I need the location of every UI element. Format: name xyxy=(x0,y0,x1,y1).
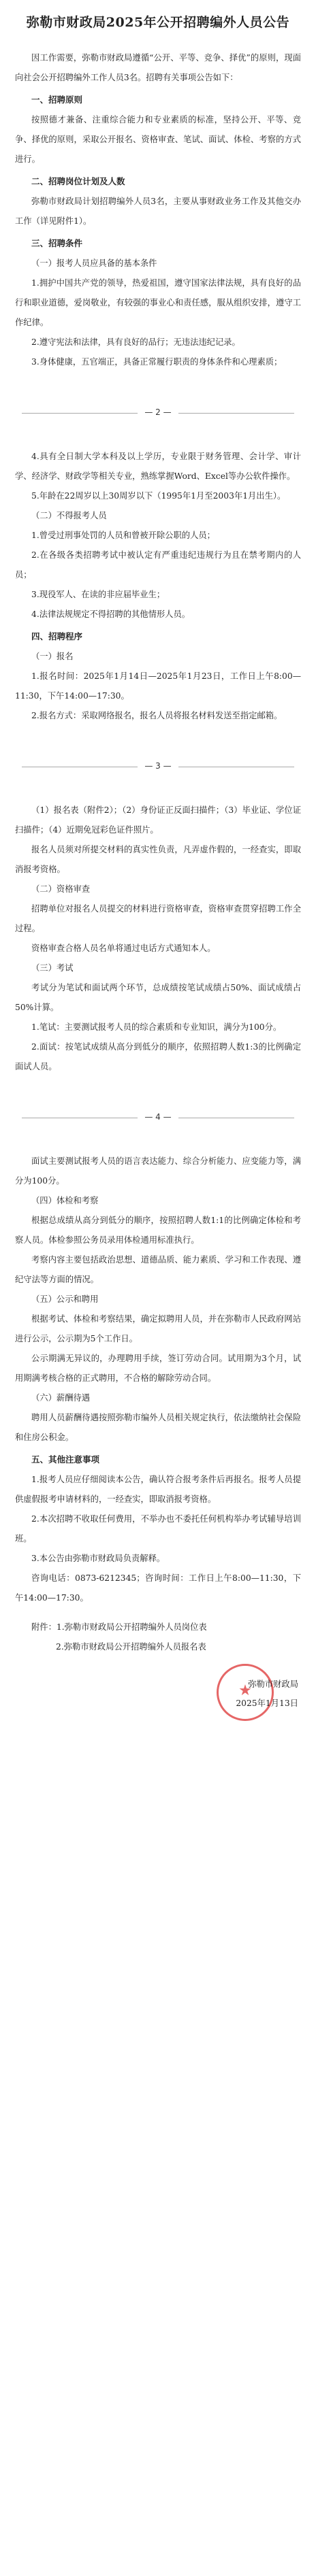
paragraph: 2.面试：按笔试成绩从高分到低分的顺序，依照招聘人数1:3的比例确定面试人员。 xyxy=(15,1042,301,1071)
paragraph: 报名人员须对所提交材料的真实性负责，凡弄虚作假的，一经查实，即取消报考资格。 xyxy=(15,845,301,874)
paragraph: 资格审查合格人员名单将通过电话方式通知本人。 xyxy=(31,943,216,953)
section-heading: 四、招聘程序 xyxy=(31,631,83,641)
paragraph: 4.具有全日制大学本科及以上学历，专业限于财务管理、会计学、审计学、经济学、财政学等相关专业，熟练掌握Word、Excel等办公软件操作。 xyxy=(15,452,301,481)
paragraph: 3.本公告由弥勒市财政局负责解释。 xyxy=(31,1554,165,1563)
issue-date: 2025年1月13日 xyxy=(236,1699,298,1708)
subsection-heading: （一）报考人员应具备的基本条件 xyxy=(31,258,157,268)
attachment-item: 2.弥勒市财政局公开招聘编外人员报名表 xyxy=(56,1642,206,1652)
document-title: 弥勒市财政局2025年公开招聘编外人员公告 xyxy=(26,15,290,30)
paragraph: 1.曾受过刑事处罚的人员和曾被开除公职的人员； xyxy=(31,531,215,540)
paragraph: 按照德才兼备、注重综合能力和专业素质的标准，坚持公开、平等、竞争、择优的原则，采取公开报名、资格审查、笔试、面试、体检、考察的方式进行。 xyxy=(15,115,301,164)
paragraph: 5.年龄在22周岁以上30周岁以下（1995年1月至2003年1月出生）。 xyxy=(31,491,286,501)
section-heading: 一、招聘原则 xyxy=(31,95,83,105)
issuing-organization: 弥勒市财政局 xyxy=(248,1679,298,1689)
page-number: — 4 — xyxy=(144,1112,172,1122)
paragraph: 1.报名时间：2025年1月14日—2025年1月23日，工作日上午8:00—11:30，下午14:00—17:30。 xyxy=(15,671,301,701)
attachment-label: 附件： xyxy=(31,1622,57,1632)
paragraph: 考察内容主要包括政治思想、道德品质、能力素质、学习和工作表现、遵纪守法等方面的情况。 xyxy=(15,1255,301,1284)
paragraph: 4.法律法规规定不得招聘的其他情形人员。 xyxy=(31,609,191,619)
subsection-heading: （四）体检和考察 xyxy=(31,1196,99,1205)
signature-block xyxy=(15,1664,301,1745)
seal-star-icon: ★ xyxy=(238,1682,252,1699)
paragraph: 3.身体健康，五官端正，具备正常履行职责的身体条件和心理素质； xyxy=(31,357,283,367)
paragraph: 2.本次招聘不收取任何费用，不举办也不委托任何机构举办考试辅导培训班。 xyxy=(15,1514,301,1543)
paragraph: 咨询电话：0873-6212345；咨询时间：工作日上午8:00—11:30，下午14:00—17:30。 xyxy=(15,1573,301,1603)
page-break xyxy=(15,1077,301,1152)
paragraph: 2.在各级各类招聘考试中被认定有严重违纪违规行为且在禁考期内的人员； xyxy=(15,550,301,580)
paragraph: 2.报名方式：采取网络报名，报名人员将报名材料发送至指定邮箱。 xyxy=(31,711,283,720)
page-number: — 3 — xyxy=(144,761,172,771)
section-heading: 二、招聘岗位计划及人数 xyxy=(31,176,125,186)
attachments xyxy=(15,1618,301,1657)
section-heading: 三、招聘条件 xyxy=(31,238,83,248)
paragraph: 招聘单位对报名人员提交的材料进行资格审查，资格审查贯穿招聘工作全过程。 xyxy=(15,904,301,933)
paragraph: 面试主要测试报考人员的语言表达能力、综合分析能力、应变能力等，满分为100分。 xyxy=(15,1156,301,1186)
divider xyxy=(178,413,294,414)
subsection-heading: （三）考试 xyxy=(31,963,74,973)
paragraph: 弥勒市财政局计划招聘编外人员3名，主要从事财政业务工作及其他交办工作（详见附件1）。 xyxy=(15,197,301,226)
paragraph: 1.报考人员应仔细阅读本公告，确认符合报考条件后再报名。报考人员提供虚假报考申请材料的，一经查实，即取消报考资格。 xyxy=(15,1475,301,1504)
paragraph: 2.遵守宪法和法律，具有良好的品行；无违法违纪记录。 xyxy=(31,337,240,347)
subsection-heading: （六）薪酬待遇 xyxy=(31,1393,91,1403)
paragraph: 公示期满无异议的，办理聘用手续，签订劳动合同。试用期为3个月，试用期满考核合格的正式聘用，不合格的解除劳动合同。 xyxy=(15,1354,301,1383)
official-seal xyxy=(217,1664,274,1721)
subsection-heading: （二）资格审查 xyxy=(31,884,91,894)
paragraph: 1.笔试：主要测试报考人员的综合素质和专业知识，满分为100分。 xyxy=(31,1022,282,1032)
page-break xyxy=(15,726,301,801)
paragraph: 3.现役军人、在读的非应届毕业生； xyxy=(31,590,165,599)
document-body xyxy=(15,12,301,1745)
subsection-heading: （一）报名 xyxy=(31,652,74,661)
paragraph: 考试分为笔试和面试两个环节，总成绩按笔试成绩占50%、面试成绩占50%计算。 xyxy=(15,983,301,1012)
subsection-heading: （五）公示和聘用 xyxy=(31,1294,99,1304)
paragraph: 聘用人员薪酬待遇按照弥勒市编外人员相关规定执行，依法缴纳社会保险和住房公积金。 xyxy=(15,1413,301,1442)
page-break xyxy=(15,372,301,447)
intro-paragraph: 因工作需要，弥勒市财政局遵循“公开、平等、竞争、择优”的原则，现面向社会公开招聘编外工作人员3名。招聘有关事项公告如下： xyxy=(15,53,301,82)
paragraph: 根据考试、体检和考察结果，确定拟聘用人员，并在弥勒市人民政府网站进行公示，公示期为5个工作日。 xyxy=(15,1314,301,1343)
subsection-heading: （二）不得报考人员 xyxy=(31,511,107,520)
page-number: — 2 — xyxy=(144,407,172,417)
paragraph: 1.拥护中国共产党的领导，热爱祖国，遵守国家法律法规，具有良好的品行和职业道德，爱岗敬业，有较强的事业心和责任感，服从组织安排，遵守工作纪律。 xyxy=(15,278,301,327)
section-heading: 五、其他注意事项 xyxy=(31,1454,100,1465)
attachment-item: 1.弥勒市财政局公开招聘编外人员岗位表 xyxy=(56,1622,207,1632)
paragraph: 根据总成绩从高分到低分的顺序，按照招聘人数1:1的比例确定体检和考察人员。体检参照公务员录用体检通用标准执行。 xyxy=(15,1216,301,1245)
paragraph: （1）报名表（附件2）；（2）身份证正反面扫描件；（3）毕业证、学位证扫描件；（4）近期免冠彩色证件照片。 xyxy=(15,805,301,835)
